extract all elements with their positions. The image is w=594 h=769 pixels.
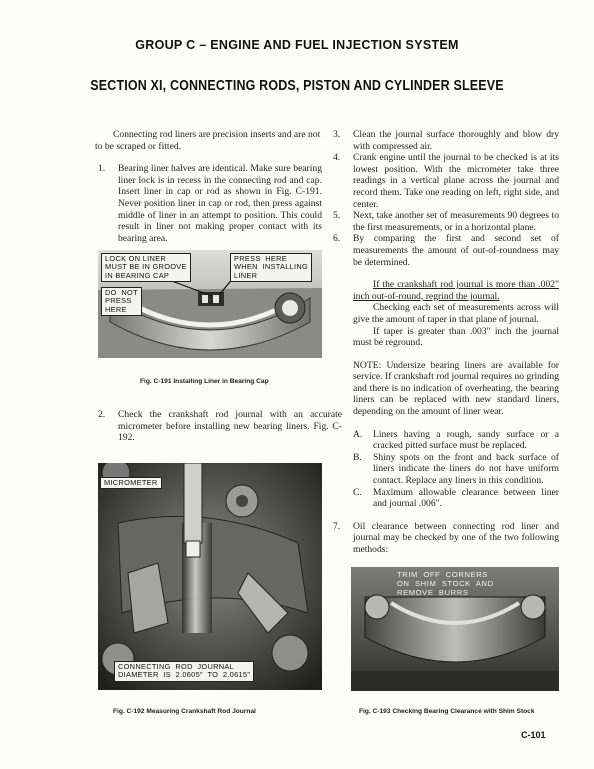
step-5 <box>333 210 559 233</box>
callout-do-not-press: DO NOT PRESS HERE <box>101 287 142 316</box>
check-c-letter: C. <box>353 486 362 498</box>
regrind-block <box>333 279 559 349</box>
check-b-text: Shiny spots on the front and back surface of liners indicate the liners do not have uniform contact. Replace any liners in this condition. <box>373 451 559 487</box>
step-3 <box>333 129 559 152</box>
figure-c191-photo <box>98 250 322 358</box>
check-b <box>353 452 559 487</box>
step-6-text: By comparing the first and second set of measurements the amount of out-of-roundness may be determined. <box>353 233 559 268</box>
note-paragraph: NOTE: Undersize bearing liners are available for service. If crankshaft rod journal requires no grinding and there is no indication of overheating, the bearing liners can be replaced with new standard liners, depending on the amount of liner wear. <box>353 359 559 418</box>
page-number: C-101 <box>521 730 546 740</box>
step-7-number: 7. <box>333 520 341 532</box>
figure-c192-caption: Fig. C-192 Measuring Crankshaft Rod Journal <box>113 708 256 715</box>
callout-press-here: PRESS HERE WHEN INSTALLING LINER <box>230 253 312 282</box>
group-title: GROUP C – ENGINE AND FUEL INJECTION SYSTEM <box>135 38 459 52</box>
check-a-text: Liners having a rough, sandy surface or a cracked pitted surface must be replaced. <box>373 428 559 452</box>
regrind-paragraph: If the crankshaft rod journal is more than .002" inch out-of-round, regrind the journal. <box>353 279 559 302</box>
crankshaft-micrometer-illustration <box>98 463 322 690</box>
check-c <box>353 487 559 510</box>
step-4-text: Crank engine until the journal to be checked is at its lowest position. With the micrometer take three readings in a vertical plane across the journal and record them. Take one reading on left, right side, and center. <box>353 152 559 210</box>
check-c-text: Maximum allowable clearance between liner and journal .006". <box>373 486 559 510</box>
liner-checklist <box>333 429 559 510</box>
step-7-text: Oil clearance between connecting rod liner and journal may be checked by one of the two following methods: <box>353 520 559 555</box>
step-4 <box>333 152 559 210</box>
section-title: SECTION XI, CONNECTING RODS, PISTON AND CYLINDER SLEEVE <box>90 78 504 94</box>
taper-paragraph: Checking each set of measurements across will give the amount of taper in that plane of journal. <box>353 302 559 325</box>
step-3-number: 3. <box>333 129 341 140</box>
check-a <box>353 429 559 452</box>
figure-c193-photo <box>351 567 559 691</box>
check-b-letter: B. <box>353 451 362 463</box>
step-2-number: 2. <box>98 409 106 420</box>
figure-c192-photo <box>98 463 322 690</box>
step-1-number: 1. <box>98 163 106 175</box>
taper-limit-paragraph: If taper is greater than .003" inch the journal must be reground. <box>353 325 559 349</box>
step-1-text: Bearing liner halves are identical. Make sure bearing liner lock is in recess in the connecting rod and cap. Insert liner in cap or rod as shown in Fig. C-191. Never position liner in cap or rod, then press against middle of liner in an attempt to position. This could result in liner not making proper contact with its bearing area. <box>118 163 322 244</box>
callout-micrometer: MICROMETER <box>100 477 162 489</box>
left-column-top <box>95 129 322 244</box>
intro-paragraph: Connecting rod liners are precision inserts and are not to be scraped or fitted. <box>95 129 321 152</box>
step-5-number: 5. <box>333 210 341 222</box>
step-2-text: Check the crankshaft rod journal with an accurate micrometer before installing new bearing liners. Fig. C-192. <box>118 409 342 444</box>
step-1 <box>98 163 322 244</box>
right-column <box>333 129 559 556</box>
step-7 <box>333 521 559 556</box>
step-5-text: Next, take another set of measurements 90 degrees to the first measurements, or in a horizontal plane. <box>353 210 559 233</box>
callout-rod-journal-diameter: CONNECTING ROD JOURNAL DIAMETER IS 2.0605" TO 2.0615" <box>114 661 254 682</box>
callout-trim-shim-stock: TRIM OFF CORNERS ON SHIM STOCK AND REMOVE BURRS <box>397 570 494 597</box>
step-6 <box>333 233 559 268</box>
step-4-number: 4. <box>333 152 341 164</box>
check-a-letter: A. <box>353 428 363 440</box>
step-6-number: 6. <box>333 233 341 245</box>
figure-c193-caption: Fig. C-193 Checking Bearing Clearance with Shim Stock <box>359 708 535 715</box>
callout-lock-on-liner: LOCK ON LINER MUST BE IN GROOVE IN BEARING CAP <box>101 253 191 282</box>
figure-c191-caption: Fig. C-191 Installing Liner in Bearing Cap <box>140 378 269 385</box>
step-3-text: Clean the journal surface thoroughly and blow dry with compressed air. <box>353 129 559 152</box>
step-2 <box>98 409 342 444</box>
